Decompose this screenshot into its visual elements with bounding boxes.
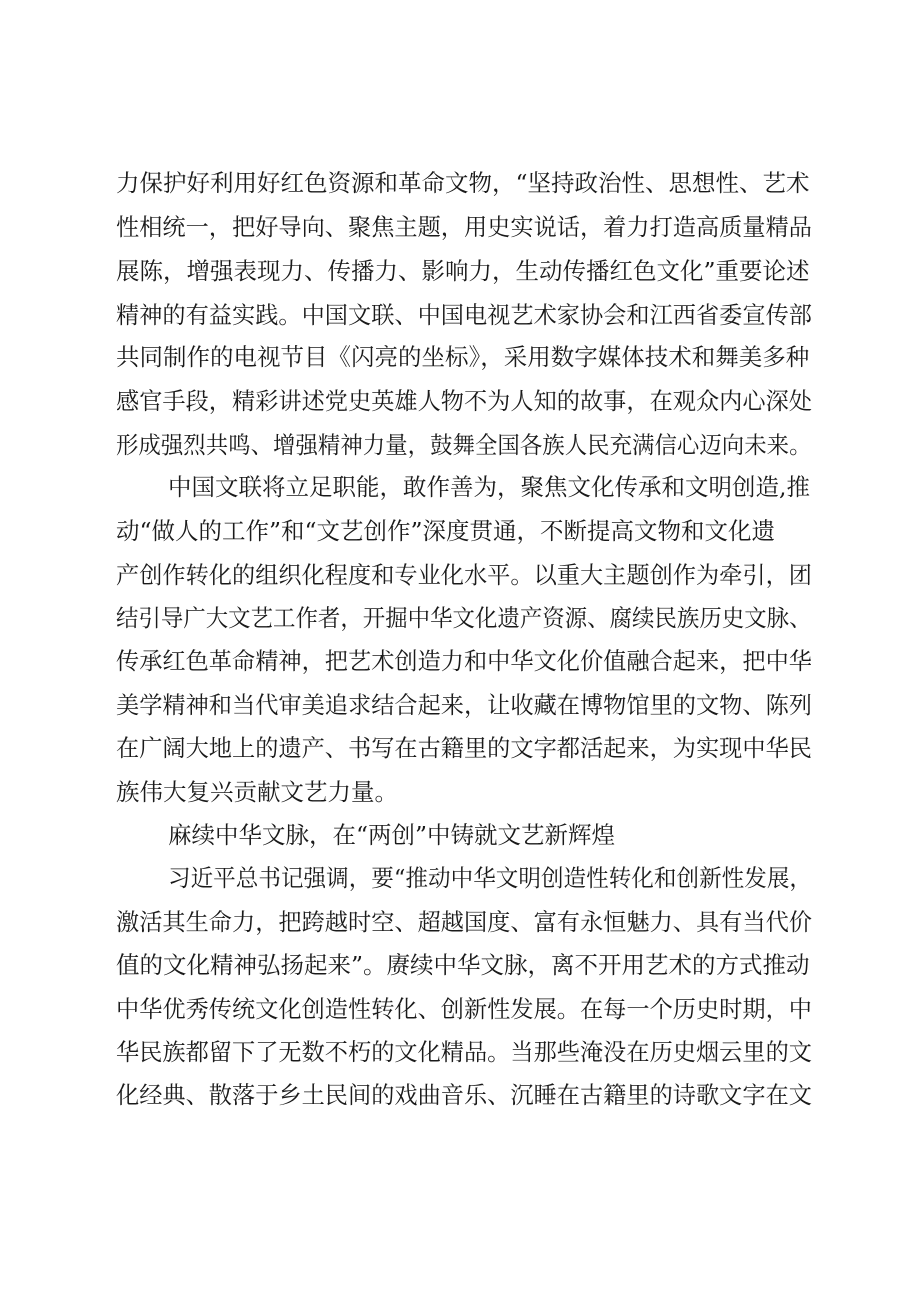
paragraph-line-19: 值的文化精神弘扬起来”。赓续中华文脉，离不开用艺术的方式推动 bbox=[116, 951, 810, 979]
paragraph-line-12: 传承红色革命精神，把艺术创造力和中华文化价值融合起来，把中华 bbox=[116, 647, 812, 675]
paragraph-line-10: 产创作转化的组织化程度和专业化水平。以重大主题创作为牵引，团 bbox=[116, 561, 812, 589]
paragraph-line-22: 化经典、散落于乡土民间的戏曲音乐、沉睡在古籍里的诗歌文字在文 bbox=[116, 1081, 812, 1109]
paragraph-line-20: 中华优秀传统文化创造性转化、创新性发展。在每一个历史时期，中 bbox=[116, 995, 812, 1023]
paragraph-line-11: 结引导广大文艺工作者，开掘中华文化遗产资源、腐续民族历史文脉、 bbox=[116, 604, 812, 632]
paragraph-line-17: 习近平总书记强调，要“推动中华文明创造性转化和创新性发展， bbox=[168, 864, 813, 892]
paragraph-line-8: 中国文联将立足职能，敢作善为，聚焦文化传承和文明创造,推 bbox=[168, 473, 810, 501]
paragraph-line-4: 精神的有益实践。中国文联、中国电视艺术家协会和江西省委宣传部 bbox=[116, 301, 812, 329]
paragraph-line-18: 激活其生命力，把跨越时空、超越国度、富有永恒魅力、具有当代价 bbox=[116, 908, 812, 936]
paragraph-line-13: 美学精神和当代审美追求结合起来，让收藏在博物馆里的文物、陈列 bbox=[116, 691, 812, 719]
paragraph-line-3: 展陈，增强表现力、传播力、影响力，生动传播红色文化”重要论述 bbox=[116, 257, 810, 285]
section-heading: 麻续中华文脉，在“两创”中铸就文艺新辉煌 bbox=[168, 821, 616, 849]
paragraph-line-2: 性相统一，把好导向、聚焦主题，用史实说话，着力打造高质量精品 bbox=[116, 213, 812, 241]
paragraph-line-5: 共同制作的电视节目《闪亮的坐标》，采用数字媒体技术和舞美多种 bbox=[116, 343, 810, 371]
paragraph-line-15: 族伟大复兴贡献文艺力量。 bbox=[116, 778, 398, 806]
paragraph-line-6: 感官手段，精彩讲述党史英雄人物不为人知的故事，在观众内心深处 bbox=[116, 387, 812, 415]
paragraph-line-1: 力保护好利用好红色资源和革命文物，“坚持政治性、思想性、艺术 bbox=[116, 169, 810, 197]
paragraph-line-7: 形成强烈共鸣、增强精神力量，鼓舞全国各族人民充满信心迈向未来。 bbox=[116, 431, 812, 459]
paragraph-line-9: 动“做人的工作”和“文艺创作”深度贯通，不断提高文物和文化遗 bbox=[116, 517, 776, 545]
paragraph-line-21: 华民族都留下了无数不朽的文化精品。当那些淹没在历史烟云里的文 bbox=[116, 1038, 812, 1066]
paragraph-line-14: 在广阔大地上的遗产、书写在古籍里的文字都活起来，为实现中华民 bbox=[116, 734, 812, 762]
